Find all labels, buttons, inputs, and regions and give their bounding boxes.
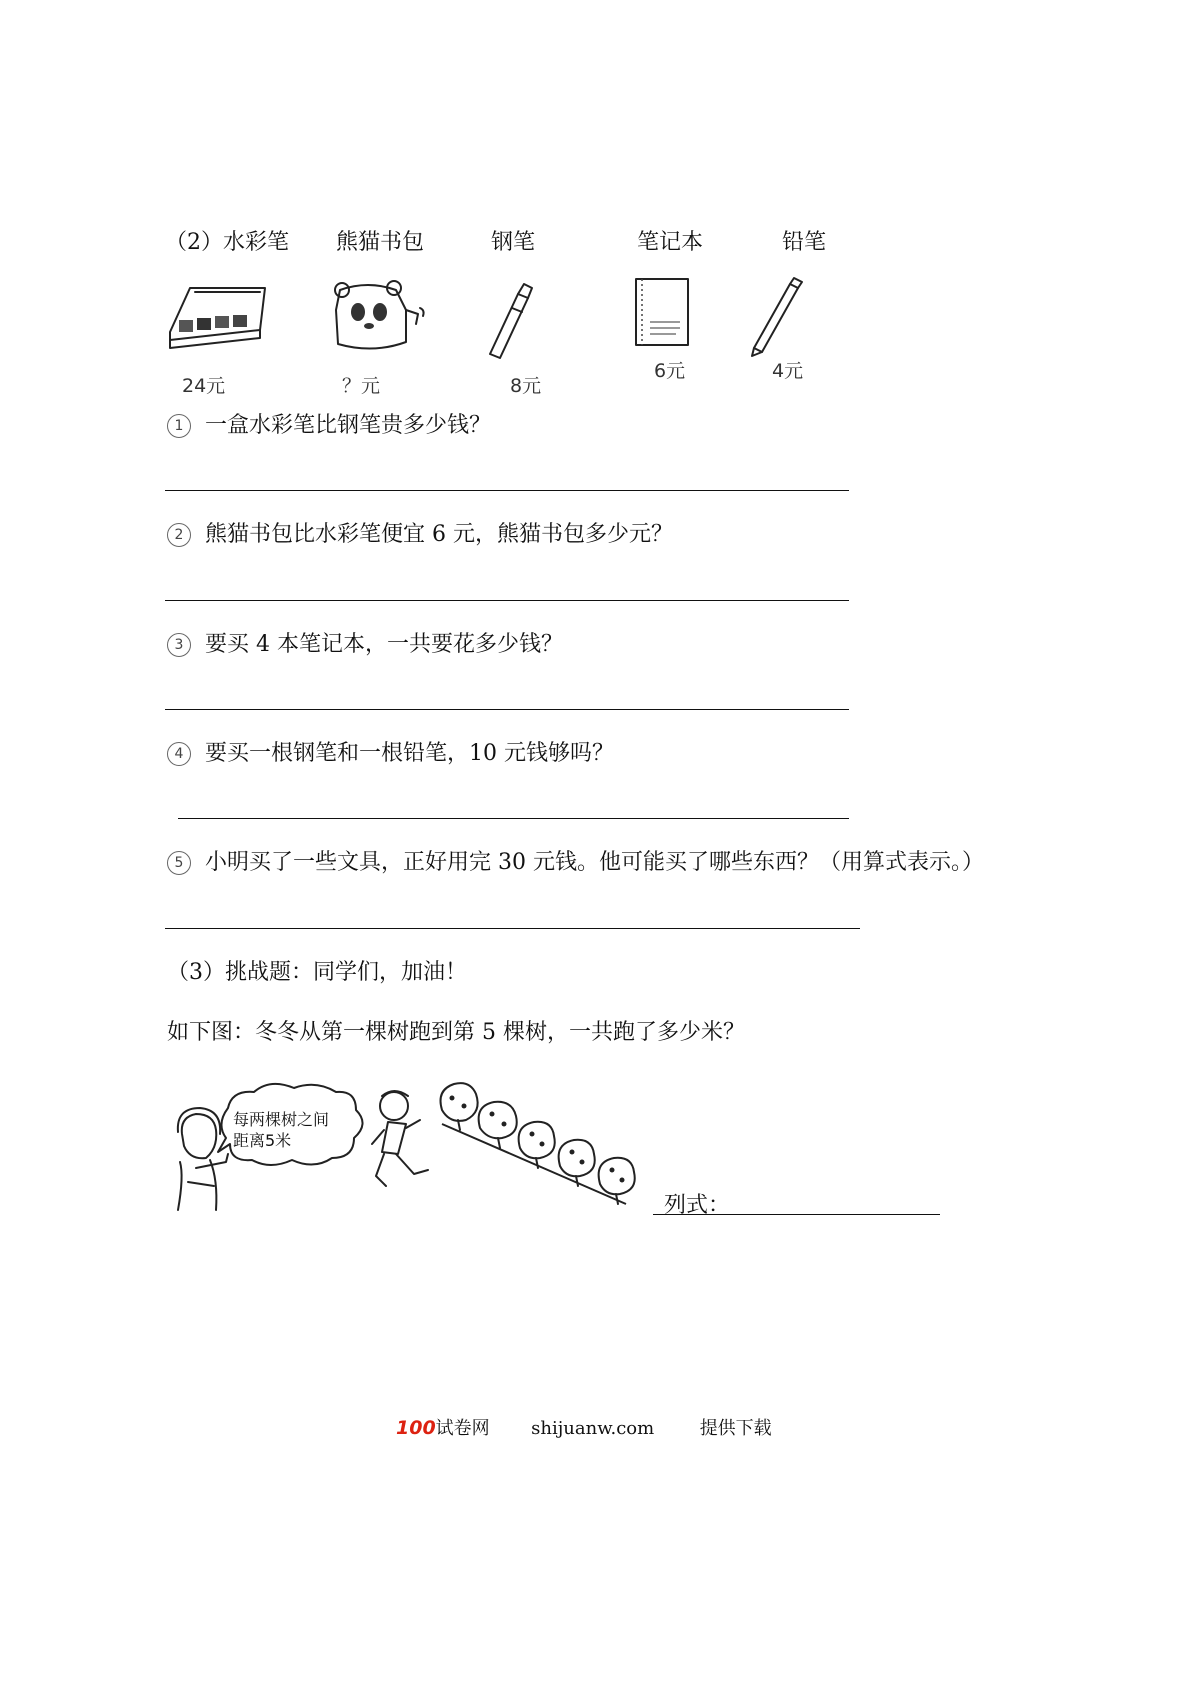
fountain-pen-icon (478, 282, 548, 364)
question-number: 3 (167, 633, 191, 657)
price-notebook: 6元 (654, 360, 686, 382)
answer-line-3[interactable] (165, 709, 849, 710)
item-name-pen: 钢笔 (491, 230, 536, 255)
question-number: 1 (167, 414, 191, 438)
answer-line-5[interactable] (165, 928, 860, 929)
speech-text: 每两棵树之间 距离5米 (233, 1110, 330, 1150)
price-panda-bag: ？元 (342, 375, 381, 397)
question-number: 5 (167, 851, 191, 875)
question-1: 1 一盒水彩笔比钢笔贵多少钱？ (167, 412, 491, 440)
footer-site[interactable]: shijuanw.com (531, 1418, 655, 1439)
footer (396, 1414, 772, 1440)
item-name-watercolor: （2）水彩笔 (165, 230, 290, 255)
item-name-pencil: 铅笔 (782, 230, 827, 255)
answer-line-2[interactable] (165, 600, 849, 601)
question-3: 3 要买 4 本笔记本，一共要花多少钱？ (167, 631, 563, 659)
price-pen: 8元 (510, 375, 542, 397)
answer-line-4[interactable] (178, 818, 849, 819)
notebook-icon (632, 276, 694, 350)
question-number: 2 (167, 523, 191, 547)
item-name-panda-bag: 熊猫书包 (336, 230, 425, 255)
watercolor-pen-box-icon (165, 280, 275, 360)
item-name-notebook: 笔记本 (637, 230, 704, 255)
answer-label: 列式： (664, 1193, 731, 1218)
brand-logo: 100 (396, 1417, 436, 1439)
running-boy-icon (372, 1091, 428, 1186)
footer-brand: 试卷网 (435, 1418, 490, 1439)
panda-backpack-icon (328, 280, 433, 360)
challenge-prompt: 如下图：冬冬从第一棵树跑到第 5 棵树，一共跑了多少米？ (167, 1020, 745, 1045)
answer-line-1[interactable] (165, 490, 849, 491)
pencil-icon (744, 276, 808, 356)
answer-line-challenge[interactable] (653, 1214, 940, 1215)
challenge-heading: （3）挑战题：同学们，加油！ (167, 960, 467, 985)
tree-row (441, 1083, 635, 1204)
question-4: 4 要买一根钢笔和一根铅笔，10 元钱够吗？ (167, 740, 614, 768)
question-number: 4 (167, 742, 191, 766)
question-2: 2 熊猫书包比水彩笔便宜 6 元，熊猫书包多少元？ (167, 521, 673, 549)
footer-note: 提供下载 (699, 1418, 772, 1439)
price-pencil: 4元 (772, 360, 804, 382)
price-watercolor: 24元 (182, 375, 226, 397)
question-5: 5 小明买了一些文具，正好用完 30 元钱。他可能买了哪些东西？（用算式表示。） (167, 849, 984, 877)
teacher-icon (178, 1108, 228, 1210)
